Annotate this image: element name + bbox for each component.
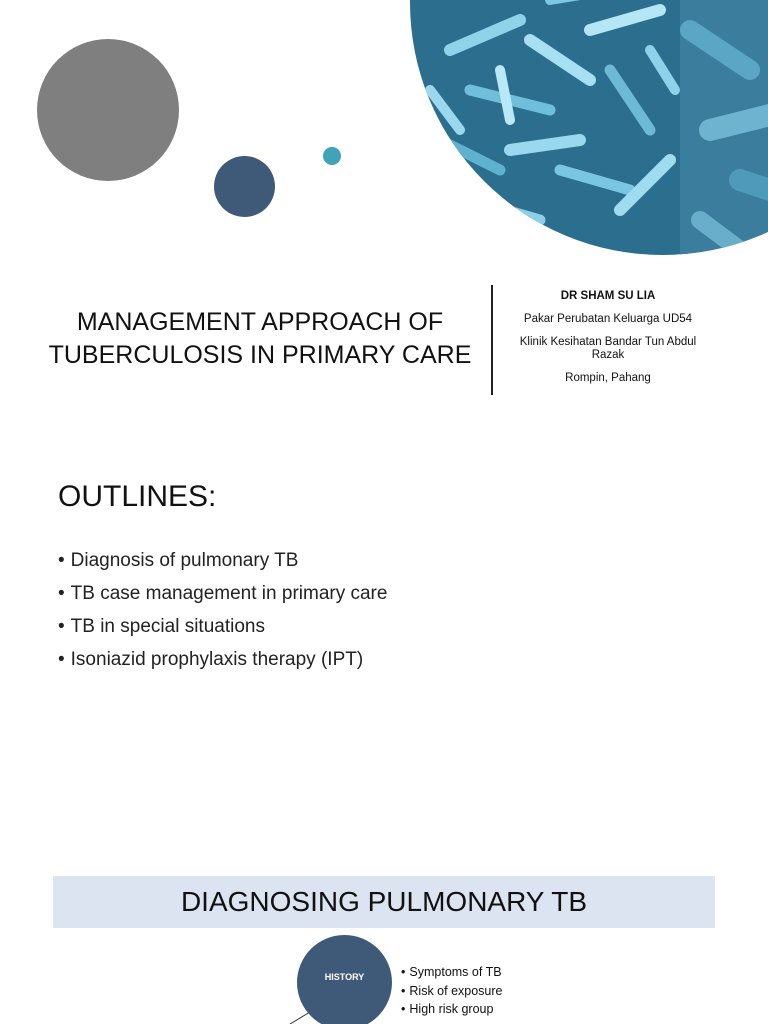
list-item: • Isoniazid prophylaxis therapy (IPT) [58,647,387,680]
list-item: • Risk of exposure [401,982,503,1001]
author-name: DR SHAM SU LIA [560,290,656,302]
history-label: HISTORY [324,972,365,982]
list-item: • TB in special situations [58,614,387,647]
title-slide [0,0,768,440]
divider-line [491,285,493,395]
author-position: Pakar Perubatan Keluarga UD54 [523,313,693,325]
title-line-1: MANAGEMENT APPROACH OF [76,308,444,336]
bacteria-microscope-image [410,0,768,255]
presentation-title [40,306,480,372]
decorative-navy-circle [214,156,275,217]
heading-banner [53,876,715,928]
author-clinic: Klinik Kesihatan Bandar Tun Abdul Razak [519,336,697,361]
history-node [297,935,392,1024]
title-line-2: TUBERCULOSIS IN PRIMARY CARE [48,341,472,369]
list-item: • Symptoms of TB [401,963,503,982]
diagnosing-slide [0,860,768,1024]
slide-heading: DIAGNOSING PULMONARY TB [180,886,588,917]
list-item: • Diagnosis of pulmonary TB [58,548,387,581]
decorative-gray-circle [37,39,179,181]
author-location: Rompin, Pahang [565,372,651,384]
decorative-teal-circle [323,147,341,165]
list-item: • High risk group [401,1000,503,1019]
outline-heading: OUTLINES: [58,480,217,513]
outline-list [58,548,387,680]
author-block [505,290,711,395]
history-items [401,963,503,1019]
list-item: • TB case management in primary care [58,581,387,614]
outline-slide [0,450,768,840]
